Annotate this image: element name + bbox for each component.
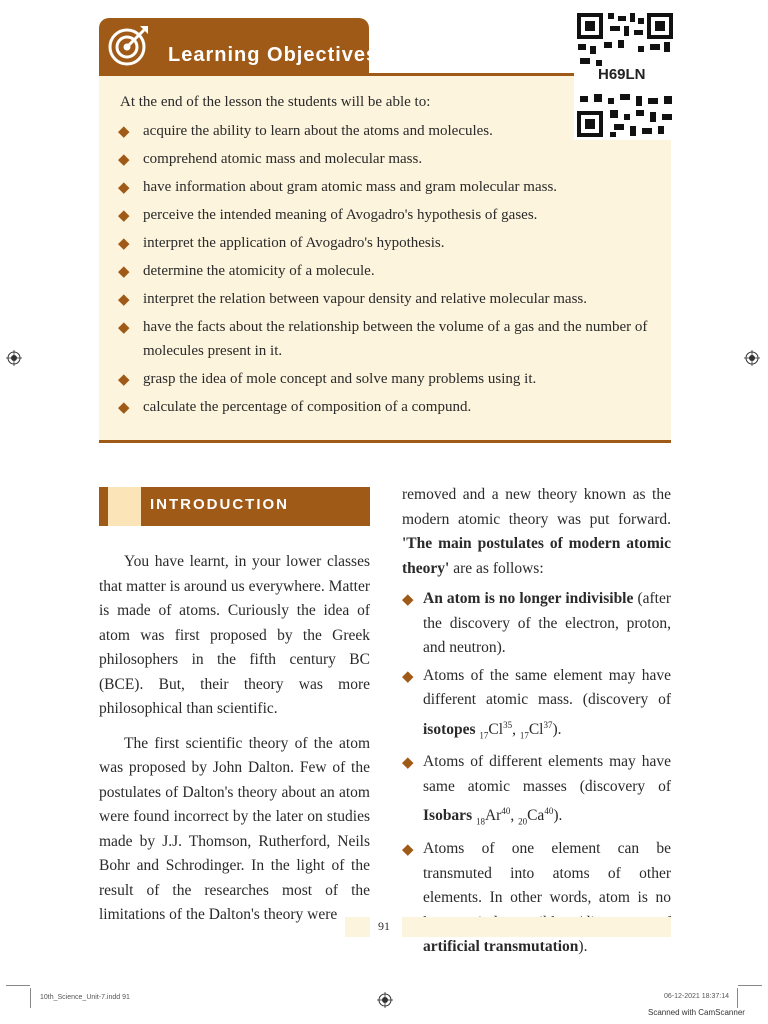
file-label: 10th_Science_Unit-7.indd 91 [40,994,130,1001]
page-number-band-left [345,917,370,937]
target-icon [106,22,152,68]
paragraph: You have learnt, in your lower classes that matter is around us everywhere. Matter is made of atoms. Curiously the idea of atom was first proposed by the Greek philosophers in the fifth century BC (BCE). But, their theory was more philosophical than scientific. [99,553,370,717]
registration-mark-icon [6,350,22,366]
list-item: ◆ have the facts about the relationship between the volume of a gas and the number of molecules present in it. [118,315,663,363]
objectives-bottom-rule [99,440,671,443]
diamond-bullet-icon: ◆ [402,840,414,858]
diamond-bullet-icon: ◆ [402,590,414,608]
diamond-bullet-icon: ◆ [402,753,414,772]
list-item: ◆ calculate the percentage of composition of a compund. [118,395,663,419]
paragraph: removed and a new theory known as the modern atomic theory was put forward. 'The main postulates of modern atomic theory' are as follows: [402,486,671,577]
paragraph: The first scientific theory of the atom was proposed by John Dalton. Few of the postulates of Dalton's theory about an atom were found incorrect by the later on studies made by J.J. Thomson, Rutherford, Neils Bohr and Schrodinger. In the light of the result of the researches most of the limitations of the Dalton's theory were [99,734,370,923]
objectives-title: Learning Objectives [168,44,379,66]
list-item: ◆ interpret the application of Avogadro's hypothesis. [118,231,663,255]
introduction-heading: INTRODUCTION [150,496,289,513]
crop-mark [30,988,31,1008]
diamond-bullet-icon: ◆ [118,206,130,224]
list-item: ◆ Atoms of the same element may have different atomic mass. (discovery of isotopes $_{17}Cl^{35}$, $_{17}Cl^{37}$). [402,664,671,748]
list-item: ◆ comprehend atomic mass and molecular mass. [118,147,663,171]
print-timestamp: 06-12-2021 18:37:14 [664,993,729,1000]
scanner-watermark: Scanned with CamScanner [648,1008,745,1017]
introduction-left-column [99,550,370,938]
registration-mark-icon [377,992,393,1008]
introduction-right-column [402,483,671,963]
diamond-bullet-icon: ◆ [118,234,130,252]
crop-mark [737,988,738,1008]
diamond-bullet-icon: ◆ [118,370,130,388]
list-item: ◆ perceive the intended meaning of Avogadro's hypothesis of gases. [118,203,663,227]
postulates-list [402,587,671,960]
crop-mark [738,985,762,986]
diamond-bullet-icon: ◆ [118,122,130,140]
list-item: ◆ have information about gram atomic mass and gram molecular mass. [118,175,663,199]
page-number-band-right [402,917,671,937]
objectives-list [118,119,663,423]
qr-code-label: H69LN [598,66,646,83]
list-item: ◆ determine the atomicity of a molecule. [118,259,663,283]
diamond-bullet-icon: ◆ [118,262,130,280]
list-item: ◆ grasp the idea of mole concept and solve many problems using it. [118,367,663,391]
diamond-bullet-icon: ◆ [118,318,130,336]
introduction-header-bar [99,487,108,526]
diamond-bullet-icon: ◆ [402,666,414,685]
list-item: ◆ Atoms of different elements may have same atomic masses (discovery of Isobars $_{18}Ar^{40}$, $_{20}Ca^{40}$). [402,750,671,834]
list-item: ◆ Atoms of one element can be transmuted into atoms of other elements. In other words, atom is no artificial transmutation). [402,837,671,960]
registration-mark-icon [744,350,760,366]
list-item: ◆ interpret the relation between vapour density and relative molecular mass. [118,287,663,311]
objectives-intro: At the end of the lesson the students will be able to: [120,94,431,110]
diamond-bullet-icon: ◆ [118,398,130,416]
diamond-bullet-icon: ◆ [118,178,130,196]
list-item: ◆ acquire the ability to learn about the atoms and molecules. [118,119,663,143]
list-item: ◆ An atom is no longer indivisible (after the discovery of the electron, proton, and neutron). [402,587,671,661]
diamond-bullet-icon: ◆ [118,290,130,308]
page-number: 91 [378,919,390,933]
diamond-bullet-icon: ◆ [118,150,130,168]
crop-mark [6,985,30,986]
